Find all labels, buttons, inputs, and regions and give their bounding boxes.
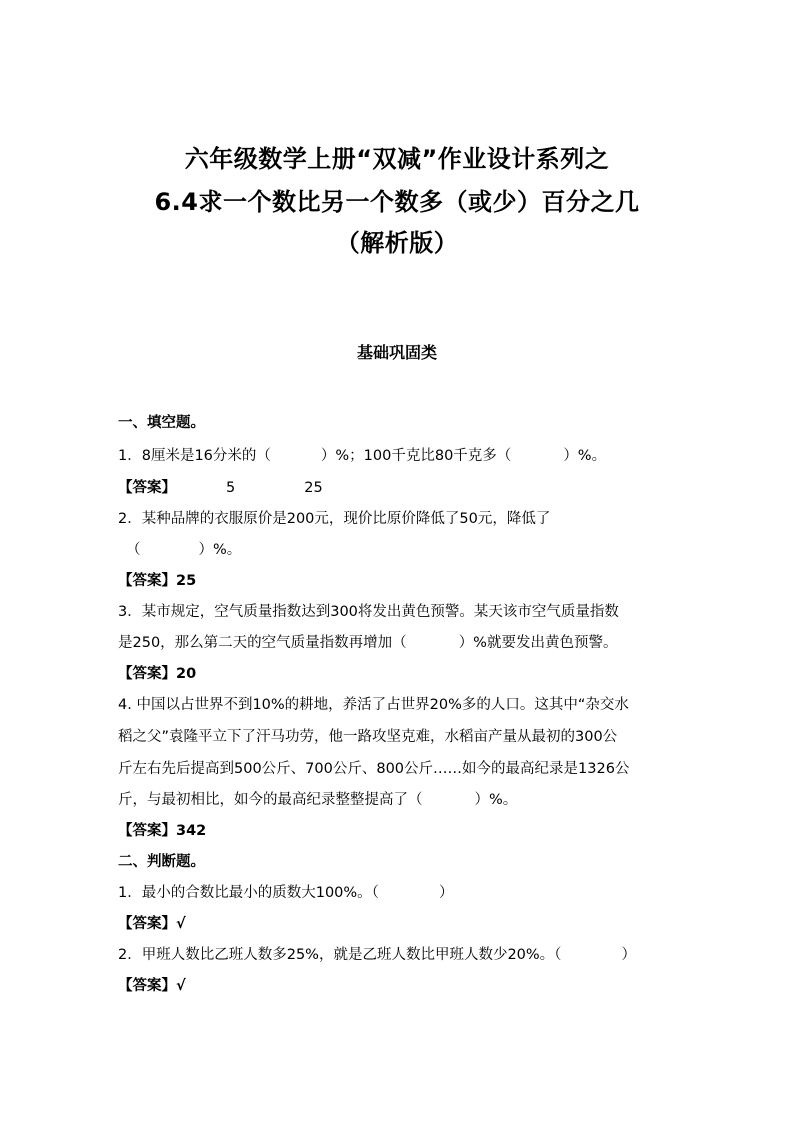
- fill-question-1: [118, 446, 688, 466]
- question-text: ）: [621, 947, 636, 963]
- document-title-line-3: （解析版）: [335, 229, 459, 257]
- judge-question-2: [118, 945, 688, 965]
- judge-question-1: [118, 883, 688, 903]
- fill-question-4-line-2: 稻之父”袁隆平立下了汗马功劳，他一路攻坚克难，水稻亩产量从最初的300公: [118, 729, 618, 745]
- question-text: 1．最小的合数比最小的质数大100%。（: [118, 885, 379, 901]
- document-title-line-2: 6.4求一个数比另一个数多（或少）百分之几: [154, 188, 640, 216]
- question-text: 是250，那么第二天的空气质量指数再增加（: [118, 635, 407, 651]
- answer-line-4: 【答案】342: [118, 823, 207, 839]
- question-text: ）: [438, 885, 454, 901]
- answer-value: 5: [226, 480, 236, 496]
- question-text: 2．甲班人数比乙班人数多25%，就是乙班人数比甲班人数少20%。（: [118, 947, 562, 963]
- fill-question-4-line-3: 斤左右先后提高到500公斤、700公斤、800公斤……如今的最高纪录是1326公: [118, 761, 630, 777]
- part2-heading: 二、判断题。: [118, 854, 205, 870]
- question-text: ）%；100千克比80千克多（: [320, 448, 512, 464]
- question-text: 斤，与最初相比，如今的最高纪录整整提高了（: [118, 792, 423, 808]
- answer-value: 25: [304, 480, 323, 496]
- fill-question-3-line-2: [118, 633, 688, 653]
- question-text: ）%就要发出黄色预警。: [458, 635, 618, 651]
- question-text: ）%。: [474, 792, 518, 808]
- fill-question-2-line-2: [126, 540, 696, 560]
- answer-line-1: [118, 478, 688, 498]
- document-title-line-1: 六年级数学上册“双减”作业设计系列之: [184, 145, 610, 173]
- answer-line-2: 【答案】25: [118, 573, 197, 589]
- part1-heading: 一、填空题。: [118, 415, 205, 431]
- answer-line-3: 【答案】20: [118, 666, 197, 682]
- section-heading: 基础巩固类: [356, 343, 437, 362]
- fill-question-4-line-4: [118, 790, 688, 810]
- question-text: 1．8厘米是16分米的（: [118, 448, 271, 464]
- fill-question-2-line-1: 2．某种品牌的衣服原价是200元，现价比原价降低了50元，降低了: [118, 511, 551, 527]
- answer-line-5: 【答案】√: [118, 916, 186, 932]
- fill-question-3-line-1: 3．某市规定，空气质量指数达到300将发出黄色预警。某天该市空气质量指数: [118, 604, 619, 620]
- answer-label: 【答案】: [118, 480, 176, 496]
- answer-line-6: 【答案】√: [118, 978, 186, 994]
- question-text: ）%。: [198, 542, 242, 558]
- question-text: （: [126, 542, 141, 558]
- fill-question-4-line-1: 4. 中国以占世界不到10%的耕地，养活了占世界20%多的人口。这其中“杂交水: [118, 697, 629, 713]
- question-text: ）%。: [563, 448, 607, 464]
